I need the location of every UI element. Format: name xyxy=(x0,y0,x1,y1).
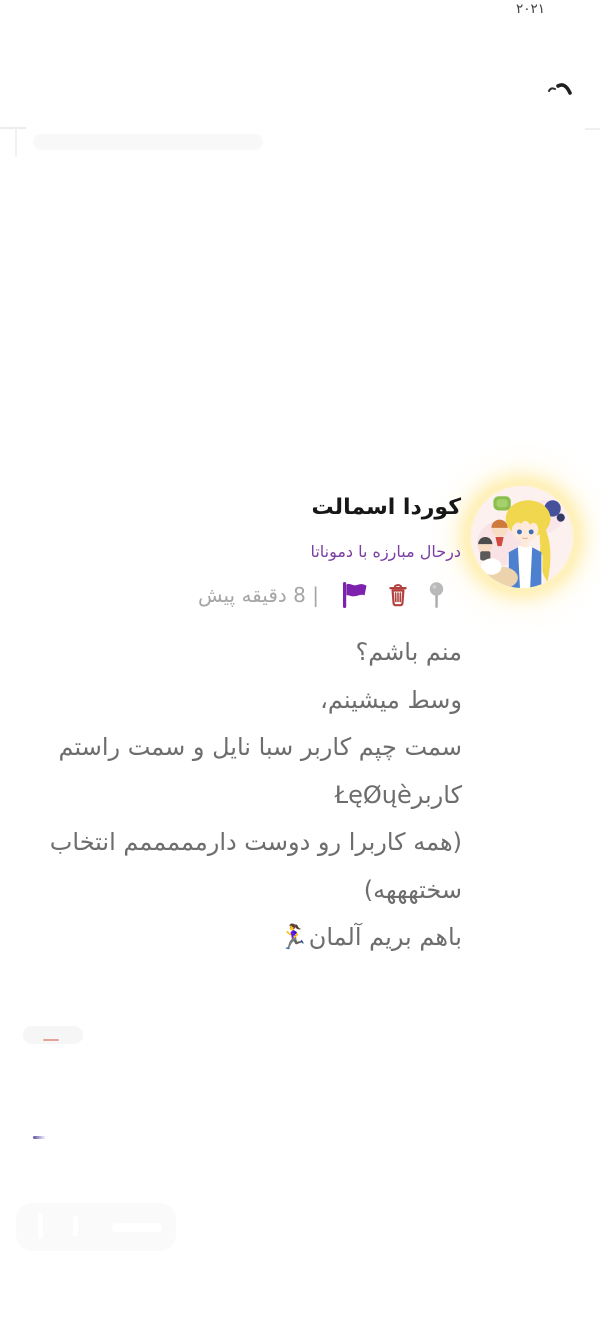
ghost-card-corner-right xyxy=(585,128,600,130)
avatar[interactable] xyxy=(471,486,573,588)
ghost-button-label-bar xyxy=(112,1223,162,1232)
pin-icon[interactable] xyxy=(429,582,444,609)
ghost-card-corner-v xyxy=(15,127,17,157)
message-line: سختهههه) xyxy=(363,875,462,904)
message-line: سمت چپم کاربر سبا نایل و سمت راستم xyxy=(58,733,462,761)
username: کوردا اسمالت xyxy=(311,495,461,520)
ghost-bar xyxy=(33,134,263,150)
message-line: (همه کاربرا رو دوست دارمممممم انتخاب xyxy=(49,828,462,856)
timestamp: | 8 دقیقه پیش xyxy=(198,583,319,607)
meta-row xyxy=(198,581,444,609)
ghost-blob xyxy=(23,1026,83,1044)
ghost-purple-dash xyxy=(33,1136,46,1139)
flag-icon[interactable] xyxy=(341,581,367,609)
ghost-button-mark xyxy=(73,1216,78,1236)
ghost-button[interactable] xyxy=(16,1203,176,1251)
avatar-illustration xyxy=(471,486,573,588)
ghost-button-mark xyxy=(38,1213,43,1239)
ghost-red-dash xyxy=(43,1039,59,1041)
status-text: درحال مبارزه با دموناتا xyxy=(310,542,461,561)
scribble-icon xyxy=(545,78,575,100)
ghost-card-corner-h xyxy=(0,127,26,129)
year-label: ۲۰۲۱ xyxy=(515,1,545,17)
trash-icon[interactable] xyxy=(389,583,407,607)
message-line: کاربرŁęØųè xyxy=(334,780,462,809)
message-line: منم باشم؟ xyxy=(355,638,462,666)
message-line: باهم بریم آلمان🏃‍♀️ xyxy=(278,923,462,951)
message-line: وسط میشینم، xyxy=(320,685,462,714)
message-body xyxy=(42,629,462,962)
